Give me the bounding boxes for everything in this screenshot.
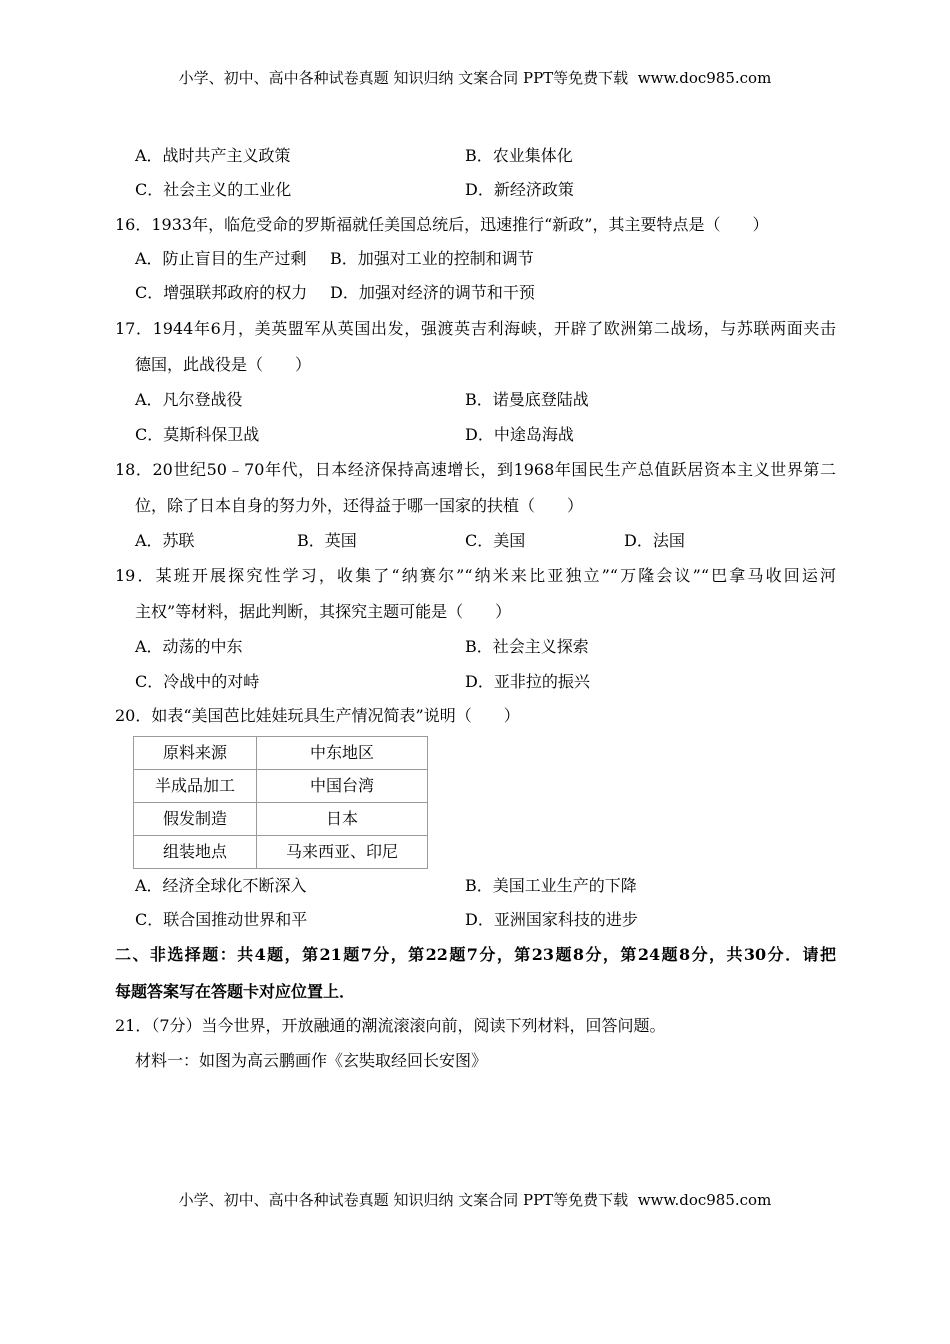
- q20-stem: 20．如表“美国芭比娃娃玩具生产情况简表”说明（ ）: [115, 706, 520, 725]
- q15-option-b: B．农业集体化: [465, 146, 573, 165]
- barbie-production-table: [133, 736, 428, 869]
- q20-option-a: A．经济全球化不断深入: [135, 876, 307, 895]
- q15-option-c: C．社会主义的工业化: [135, 180, 292, 199]
- q19-option-b: B．社会主义探索: [465, 637, 589, 656]
- q20-option-d: D．亚洲国家科技的进步: [465, 910, 638, 929]
- q19-option-a: A．动荡的中东: [135, 637, 243, 656]
- q18-option-d: D．法国: [624, 531, 685, 550]
- section2-title-line1: 二、非选择题：共4题，第21题7分，第22题7分，第23题8分，第24题8分，共30分．请把: [115, 945, 836, 964]
- q17-option-d: D．中途岛海战: [465, 425, 574, 444]
- q18-option-b: B．英国: [297, 531, 357, 550]
- q16-option-b: B．加强对工业的控制和调节: [330, 249, 534, 268]
- q17-option-a: A．凡尔登战役: [135, 390, 243, 409]
- table-cell-label: 原料来源: [134, 737, 257, 770]
- q18-stem-line2: 位，除了日本自身的努力外，还得益于哪一国家的扶植（ ）: [135, 496, 584, 515]
- q21-stem: 21．（7分）当今世界，开放融通的潮流滚滚向前，阅读下列材料，回答问题。: [115, 1016, 666, 1035]
- q16-option-d: D．加强对经济的调节和干预: [330, 283, 535, 302]
- q18-option-a: A．苏联: [135, 531, 195, 550]
- q16-option-c: C．增强联邦政府的权力: [135, 283, 308, 302]
- table-cell-label: 半成品加工: [134, 770, 257, 803]
- page-footer: 小学、初中、高中各种试卷真题 知识归纳 文案合同 PPT等免费下载 www.doc985.com: [178, 1191, 772, 1209]
- q19-stem-line1: 19．某班开展探究性学习，收集了“纳赛尔”“纳米来比亚独立”“万隆会议”“巴拿马收回运河: [115, 566, 836, 585]
- q20-option-b: B．美国工业生产的下降: [465, 876, 637, 895]
- table-row: [134, 737, 428, 770]
- table-cell-value: 中国台湾: [257, 770, 428, 803]
- q16-stem: 16．1933年，临危受命的罗斯福就任美国总统后，迅速推行“新政”，其主要特点是（ ）: [115, 215, 769, 234]
- q20-option-c: C．联合国推动世界和平: [135, 910, 308, 929]
- q17-stem-line2: 德国，此战役是（ ）: [135, 355, 312, 374]
- q15-option-d: D．新经济政策: [465, 180, 574, 199]
- page-header: 小学、初中、高中各种试卷真题 知识归纳 文案合同 PPT等免费下载 www.doc985.com: [178, 69, 772, 87]
- q16-option-a: A．防止盲目的生产过剩: [135, 249, 307, 268]
- table-cell-value: 马来西亚、印尼: [257, 836, 428, 869]
- q19-option-d: D．亚非拉的振兴: [465, 672, 590, 691]
- table-cell-value: 日本: [257, 803, 428, 836]
- q21-material1: 材料一：如图为高云鹏画作《玄奘取经回长安图》: [135, 1051, 488, 1070]
- table-cell-label: 组装地点: [134, 836, 257, 869]
- q17-stem-line1: 17．1944年6月，美英盟军从英国出发，强渡英吉利海峡，开辟了欧洲第二战场，与苏联两面夹击: [115, 319, 836, 338]
- q15-option-a: A．战时共产主义政策: [135, 146, 291, 165]
- table-cell-label: 假发制造: [134, 803, 257, 836]
- q17-option-b: B．诺曼底登陆战: [465, 390, 589, 409]
- section2-title-line2: 每题答案写在答题卡对应位置上．: [115, 982, 356, 1001]
- table-cell-value: 中东地区: [257, 737, 428, 770]
- table-row: [134, 770, 428, 803]
- q18-option-c: C．美国: [465, 531, 526, 550]
- q17-option-c: C．莫斯科保卫战: [135, 425, 260, 444]
- q18-stem-line1: 18．20世纪50﹣70年代，日本经济保持高速增长，到1968年国民生产总值跃居资本主义世界第二: [115, 460, 836, 479]
- table-row: [134, 803, 428, 836]
- q19-stem-line2: 主权”等材料，据此判断，其探究主题可能是（ ）: [135, 602, 512, 621]
- q19-option-c: C．冷战中的对峙: [135, 672, 260, 691]
- table-row: [134, 836, 428, 869]
